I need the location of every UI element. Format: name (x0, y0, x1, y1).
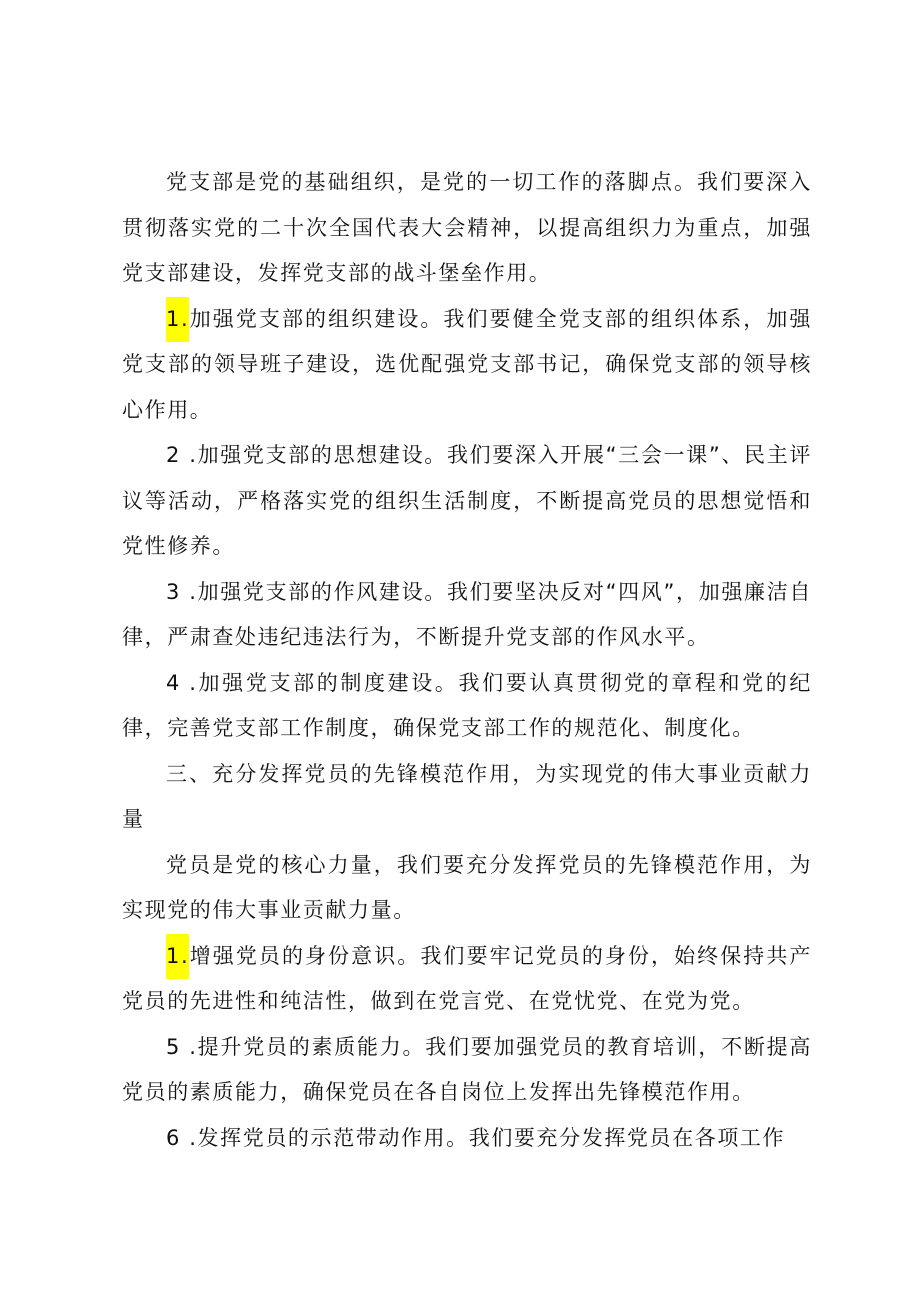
paragraph-text: 发挥党员的示范带动作用。我们要充分发挥党员在各项工作 (197, 1125, 786, 1150)
paragraph-item-2 (122, 433, 812, 570)
paragraph-member-item-6 (122, 1116, 812, 1162)
section-heading-3 (122, 752, 812, 843)
item-number: 5 . (166, 1034, 198, 1059)
paragraph-intro (122, 160, 812, 297)
item-number-highlighted: 1. (166, 297, 189, 343)
paragraph-text: 加强党支部的组织建设。我们要健全党支部的组织体系，加强党支部的领导班子建设，选优配强党支部书记，确保党支部的领导核心作用。 (122, 306, 812, 422)
paragraph-member-item-1 (122, 934, 812, 1025)
item-number: 4 . (166, 670, 198, 695)
paragraph-text: 加强党支部的作风建设。我们要坚决反对“四风”，加强廉洁自律，严肃查处违纪违法行为，不断提升党支部的作风水平。 (122, 579, 812, 649)
item-number: 6 . (166, 1125, 198, 1150)
paragraph-members-intro (122, 843, 812, 934)
item-number: 2 . (166, 443, 198, 467)
item-number-highlighted: 1. (166, 934, 189, 980)
item-number: 3 . (166, 579, 198, 604)
heading-text: 三、充分发挥党员的先锋模范作用，为实现党的伟大事业贡献力量 (122, 761, 812, 831)
paragraph-text: 增强党员的身份意识。我们要牢记党员的身份，始终保持共产党员的先进性和纯洁性，做到在党言党、在党忧党、在党为党。 (122, 943, 812, 1013)
paragraph-item-3 (122, 570, 812, 661)
paragraph-text: 党员是党的核心力量，我们要充分发挥党员的先锋模范作用，为实现党的伟大事业贡献力量。 (122, 852, 812, 922)
paragraph-member-item-5 (122, 1025, 812, 1116)
paragraph-text: 加强党支部的制度建设。我们要认真贯彻党的章程和党的纪律，完善党支部工作制度，确保党支部工作的规范化、制度化。 (122, 670, 812, 740)
paragraph-text: 党支部是党的基础组织，是党的一切工作的落脚点。我们要深入贯彻落实党的二十次全国代表大会精神，以提高组织力为重点，加强党支部建设，发挥党支部的战斗堡垒作用。 (122, 170, 812, 285)
paragraph-item-4 (122, 661, 812, 752)
document-body (122, 160, 812, 1161)
paragraph-text: 加强党支部的思想建设。我们要深入开展“三会一课”、民主评议等活动，严格落实党的组织生活制度，不断提高党员的思想觉悟和党性修养。 (122, 443, 812, 558)
paragraph-item-1 (122, 297, 812, 434)
paragraph-text: 提升党员的素质能力。我们要加强党员的教育培训，不断提高党员的素质能力，确保党员在各自岗位上发挥出先锋模范作用。 (122, 1034, 812, 1104)
